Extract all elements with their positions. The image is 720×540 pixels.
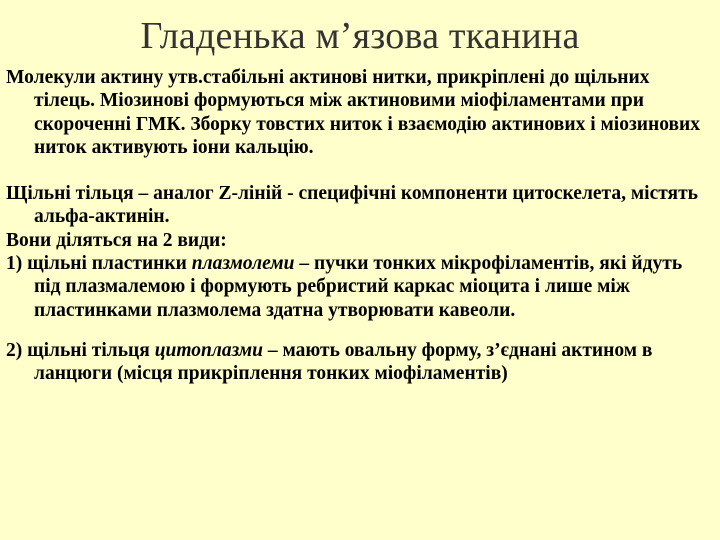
paragraph-actin: Молекули актину утв.стабільні актинові нитки, прикріплені до щільних тілець. Міозинові формуються між актиновими міофіламентами при скороченні ГМК. Зборку товстих ниток і взаємодію актинових і міозинових ниток активують іони кальцію. (6, 67, 701, 158)
paragraph-dense-bodies: Щільні тільця – аналог Z-ліній - специфічні компоненти цитоскелета, містять альфа-актинін. (6, 183, 698, 228)
paragraph-type-2 (6, 339, 711, 386)
paragraph-spacer (6, 322, 711, 339)
paragraph-spacer (6, 159, 711, 182)
type-1-description: – пучки тонких мікрофіламентів, які йдуть під плазмалемою і формують ребристий каркас міоцита і лише між пластинками плазмолема здатна утворювати кавеоли. (34, 253, 683, 321)
slide-body (6, 66, 711, 386)
paragraph-types-intro: Вони діляться на 2 види: (6, 229, 227, 251)
type-2-description: – мають овальну форму, з’єднані актином в ланцюги (місця прикріплення тонких міофіламентів) (34, 339, 653, 385)
type-1-lead: 1) щільні пластинки (6, 253, 192, 275)
type-1-italic-term: плазмолеми (191, 253, 295, 275)
slide-title: Гладенька м’язова тканина (140, 15, 580, 57)
paragraph-type-1 (6, 252, 711, 322)
type-2-lead: 2) щільні тільця (6, 339, 155, 361)
type-2-italic-term: цитоплазми (154, 339, 263, 361)
